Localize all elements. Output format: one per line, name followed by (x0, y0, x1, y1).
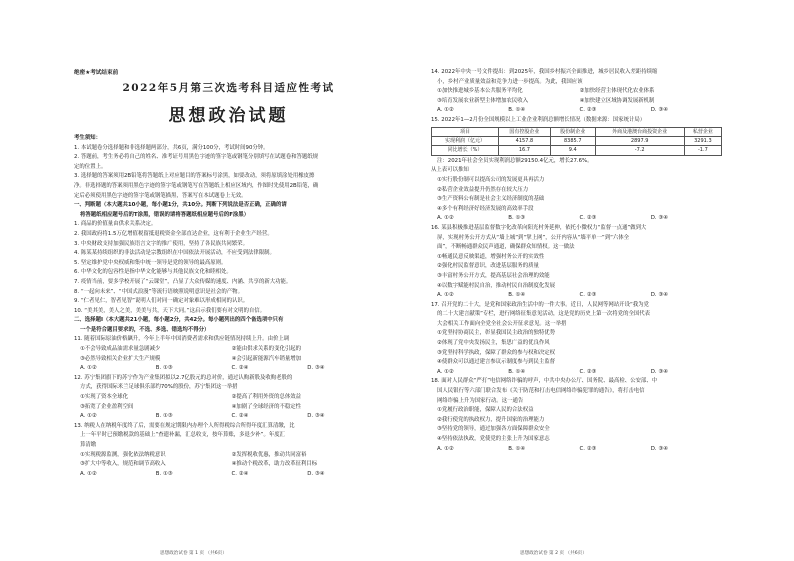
judgment-item: 3. 中央财政支持加强民族语言文字的推广使用，坚持了各民族共同繁荣。 (74, 240, 248, 247)
q16-choices (431, 291, 722, 301)
q12-choices (74, 412, 383, 422)
choice: A. ①② (437, 292, 454, 299)
q11-option: ④会引起新能源汽车销量增加 (231, 355, 302, 362)
q18-option: ②我行使党的执政权力，提升国家的治理能力 (437, 416, 545, 423)
q13-option: ④推动个税改革，助力改革征利目标 (231, 461, 318, 468)
choice: A. ①② (80, 413, 97, 420)
judgment-item: 10. “美其美，美人之美，美美与共，天下大同。”这启示我们要有对文明的自信。 (74, 307, 266, 314)
q16-stem: 16. 某县积极推进基层监督数字化改革向阳光村务延伸，依托小微权力“监督一点通”做到大 (431, 224, 647, 231)
q18-stem-cont: 网络诈骗上升为国家行动。这一通告 (437, 397, 524, 404)
q13-option: ②发挥税收优惠，推动共同富裕 (231, 451, 307, 458)
choice: B. ①③ (155, 470, 173, 477)
q11-option: ③必然导致相关企业扩大生产规模 (80, 355, 161, 362)
q11-options-row (74, 355, 383, 365)
notice-line: 1. 本试题卷分选择题和非选择题两部分，共6页，满分100分，考试时间90分钟。 (74, 144, 269, 151)
judgment-item: 6. 中华文化的包容性是指中华文化能够与其他民族文化和睦相处。 (74, 269, 232, 276)
q14-stem-cont: 小，乡村产业质量效益和竞争力进一步提高。为此，我国应该 (437, 78, 583, 85)
q16-option: ①畅通民意反映渠道，增强村务公开的实效性 (437, 253, 545, 260)
choice: B. ①③ (508, 215, 526, 222)
notice-header: 考生须知： (74, 135, 101, 141)
choice: C. ②③ (579, 368, 597, 375)
section1-title-cont: 将答题纸相应题号后的T涂黑，错误的请将答题纸相应题号后的F涂黑） (80, 211, 250, 218)
q12-option: ②提高了利用外资的总体效益 (231, 394, 302, 401)
table-cell: 2897.9 (595, 136, 684, 145)
q16-option: ④以数字赋能村民自治，推动村民自治制度化发展 (437, 282, 556, 289)
choice: B. ①④ (508, 368, 526, 375)
q18-choices (431, 445, 722, 455)
q16-option: ③丰富村务公开方式，提高基层社会治理的效能 (437, 272, 550, 279)
q17-option: ①党坚持协商民主，彰显我国民主政治的独特优势 (437, 330, 556, 337)
choice: D. ③④ (650, 292, 668, 299)
notice-line: 2. 答题前，考生务必将自己的姓名、准考证号用黑色字迹的签字笔或钢笔分别填写在试题卷和答题纸规 (74, 154, 319, 161)
q14-option: ②加快经营主体现代化农业体系 (579, 88, 655, 95)
choice: D. ③④ (307, 365, 325, 372)
section1-title: 一、判断题（本大题共10小题，每小题1分，共10分。判断下列说法是否正确，正确的请 (74, 202, 287, 209)
judgment-item: 1. 商品的价值量由供求关系决定。 (74, 221, 157, 228)
table-row (432, 146, 722, 155)
q17-option: ③党坚持科学执政，保障了群众的参与权和决定权 (437, 349, 556, 356)
exam-title: 2022年5月第三次选考科目适应性考试 (122, 82, 335, 94)
q14-options-row (431, 87, 722, 97)
q17-option: ④使群众可以通过建言参议示制度参与到民主监督 (437, 359, 556, 366)
table-cell: 9.4 (550, 146, 595, 155)
q18-option: ④坚持依法执政，党使党的主张上升为国家意志 (437, 436, 550, 442)
q15-note: 注：2021年社会全员实现利润总额29150.4亿元，增长27.6%。 (437, 157, 593, 164)
table-header-cell: 外商及港澳台商投资企业 (595, 127, 684, 136)
notice-line: 3. 选择题的答案须用2B铅笔将答题纸上对应题目的答案标号涂黑，如要改动，须将原填涂处用橡皮擦 (74, 173, 315, 180)
choice: A. ①② (437, 215, 454, 222)
section2-title-cont: 一个是符合题目要求的，不选、多选、错选均不得分） (80, 326, 210, 333)
confidential-label: 绝密★考试结束前 (74, 70, 119, 76)
section2-title: 二、选择题I（本大题共21小题，每小题2分，共42分。每小题列出的四个备选项中只有 (74, 317, 284, 324)
table-cell: 同比增长（%） (432, 146, 499, 155)
table-cell: 8385.7 (550, 136, 595, 145)
q15-option: ④多个有利经济好经济发展的高效率手段 (437, 205, 534, 212)
table-header-cell: 股份制企业 (550, 127, 595, 136)
table-cell: 实现利润（亿元） (432, 136, 499, 145)
q15-option: ①实行股份制可以提高公司的发展更具再活力 (437, 176, 545, 183)
choice: C. ②④ (231, 470, 249, 477)
q12-options-row (74, 403, 383, 413)
q11-option: ②能由供求关系的变化引起的 (231, 346, 302, 353)
q13-options-row (74, 451, 383, 461)
choice: A. ①② (80, 470, 97, 477)
judgment-item: 9. “仁者见仁，智者见智”说明人们对同一确定对象难以形成相同的认识。 (74, 298, 249, 305)
table-header-cell: 私营企业 (684, 127, 721, 136)
q16-option: ②强化村民监督意识，改进基层服务的质量 (437, 263, 539, 270)
q13-option: ①实现税源监测，强化依法纳税意识 (80, 451, 166, 458)
q14-choices (431, 106, 722, 116)
choice: B. ①④ (508, 292, 526, 299)
q12-option: ④加剧了全球经济的不稳定性 (231, 403, 302, 410)
q15-stem: 15. 2022年1—2月份全国规模以上工业企业利润总额增长情况（数据来源：国家统计局） (431, 116, 646, 123)
table-cell: 4157.8 (498, 136, 550, 145)
choice: A. ①② (80, 365, 97, 372)
judgment-item: 4. 陈某某持续组织的非法活动是宗教组织在中国依法开展活动，不应受到法律限制。 (74, 250, 275, 257)
q18-stem-cont: 国人民银行等六部门联合发布《关于防范和打击电信网络诈骗犯罪的通告》，将打击电信 (437, 388, 645, 395)
q11-option: ①不会导致成品油需求量急剧减少 (80, 346, 161, 353)
profit-table (431, 127, 722, 156)
choice: C. ②④ (231, 413, 249, 420)
table-cell: 3291.3 (684, 136, 721, 145)
q14-option: ④加快建立区域协调发展新机制 (579, 97, 655, 104)
choice: B. ①③ (155, 365, 173, 372)
q17-option: ②体现了党中央发扬民主，集思广益的优良作风 (437, 340, 550, 347)
page-2-footer: 思想政治试卷 第 2 页 （共6页） (520, 551, 587, 556)
q17-stem-cont: 的二十大建言献策”专栏，进行网络征集意见活动，这是党的历史上第一次将党的全国代表 (437, 311, 651, 318)
q12-stem: 12. 苏宁集团旗下的苏宁作为产业集团拟以2.7亿股元的总对价，通过认购新股及收购老股的 (74, 374, 293, 381)
notice-line: 定后必须使用黑色字迹的签字笔或钢笔描黑，答案写在本试题卷上无效。 (74, 192, 247, 199)
q12-options-row (74, 393, 383, 403)
choice: C. ②③ (579, 215, 597, 222)
choice: C. ②③ (579, 292, 597, 299)
subject-title: 思想政治试题 (168, 106, 289, 126)
q13-choices (74, 470, 383, 480)
q13-stem: 13. 纳税人在纳税年度终了后，需要在规定期限内办理个人所得税综合所得年度汇算清缴，比 (74, 422, 295, 429)
judgment-item: 7. 疫情当前，要多学校开展了“云课堂”，凸显了大众传媒的速度、内涵、共享的新大功能。 (74, 278, 292, 285)
q11-options-row (74, 345, 383, 355)
q13-options-row (74, 460, 383, 470)
q12-stem-cont: 方式，获得国际米兰足球俱乐部约70%的股份，苏宁集团这一举措 (80, 384, 238, 391)
choice: B. ①④ (508, 445, 526, 452)
q13-stem-cont: 上一年平时已预缴税款的基础上“查遗补漏，汇总收支，按年算账，多退少补”。年度汇 (80, 432, 286, 439)
q15-option: ②私营企业效益提升仍然存在较大压力 (437, 186, 529, 193)
judgment-item: 5. 坚定维护党中央权威和集中统一领导是党的领导的最高原则。 (74, 259, 227, 266)
table-cell: -7.2 (595, 146, 684, 155)
page-2 (397, 0, 794, 561)
q12-option: ③拓宽了企业盈利空间 (80, 403, 134, 410)
notice-line: 定的位置上。 (74, 163, 107, 170)
choice: A. ①② (437, 368, 454, 375)
choice: A. ①② (437, 445, 454, 452)
choice: C. ②③ (579, 445, 597, 452)
choice: C. ②④ (231, 365, 249, 372)
q18-option: ③坚持党的领导，通过加强各方面保障群众安全 (437, 426, 550, 433)
q17-stem: 17. 召开党的二十大，是党和国家政治生活中的一件大事。近日，人民网等网站开设“我为党 (431, 301, 649, 308)
choice: B. ①③ (155, 413, 173, 420)
table-cell: -1.7 (684, 146, 721, 155)
q15-lead: 从上表可以推知 (431, 167, 469, 174)
q11-choices (74, 364, 383, 374)
table-header-row (432, 127, 722, 136)
q14-stem: 14. 2022年中央一号文件提出：到2025年，我国乡村振兴全面推进，城乡居民收入差距持续缩 (431, 69, 658, 75)
q16-stem-cont: 屏，实现村务公开方式从“墙上城”到“掌上网”，公开内容从“墙平单一”到“六体全 (437, 234, 630, 241)
page-1-footer: 思想政治试卷 第 1 页 （共6页） (160, 551, 227, 556)
q17-choices (431, 368, 722, 378)
q18-stem: 18. 面对人民群众“严打”电信网络诈骗的呼声，中共中央办公厅、国务院、最高检、公安部、中 (431, 378, 658, 385)
choice: D. ③④ (650, 215, 668, 222)
table-header-cell: 国有控股企业 (498, 127, 550, 136)
choice: A. ①② (437, 107, 454, 114)
choice: D. ③④ (650, 107, 668, 114)
table-cell: 16.7 (498, 146, 550, 155)
notice-line: 净。非选择题的答案须用黑色字迹的签字笔或钢笔写在答题纸上相应区域内，作图时先使用2B铅笔，确 (74, 182, 319, 189)
q14-option: ③培育发展农业新型主体增加农民收入 (437, 97, 529, 104)
choice: C. ②③ (579, 107, 597, 114)
q11-stem: 11. 随着国际原油价格飙升，今年上半年中国消费者需求和供应链情况持续上升。由价上调 (74, 336, 290, 343)
table-header-cell: 项目 (432, 127, 499, 136)
choice: B. ①④ (508, 107, 526, 114)
q12-option: ①实现了资本全球化 (80, 394, 128, 401)
choice: D. ③④ (307, 413, 325, 420)
q14-option: ①加快推进城乡基本公共服务平均化 (437, 88, 523, 95)
q13-stem-cont: 算清缴 (80, 442, 97, 448)
q16-stem-cont: 面”，不断畅通群众民声通道，确保群众知情权。这一做法 (437, 244, 575, 251)
table-row (432, 136, 722, 145)
q15-option: ③生产资料公有制是社会主义经济制度的基础 (437, 196, 545, 203)
q13-option: ③扩大中等收入，规范和调节高收入 (80, 461, 166, 468)
q15-choices (431, 214, 722, 224)
choice: D. ③④ (650, 445, 668, 452)
choice: D. ③④ (307, 470, 325, 477)
judgment-item: 2. 我国政府将1.5万亿增值税留抵退税资金全部直达企业，这有利于企业生产经营。 (74, 230, 273, 237)
q18-option: ①党履行政治职能，保障人民的合法权益 (437, 407, 534, 414)
judgment-item: 8. “一起向未来”、“中国式浪漫”等流行语映照说明意识是社会的产物。 (74, 288, 243, 295)
choice: D. ③④ (650, 368, 668, 375)
q17-stem-cont: 大会相关工作面向全党全社会公开征求意见。这一举措 (437, 320, 567, 327)
q14-options-row (431, 97, 722, 107)
